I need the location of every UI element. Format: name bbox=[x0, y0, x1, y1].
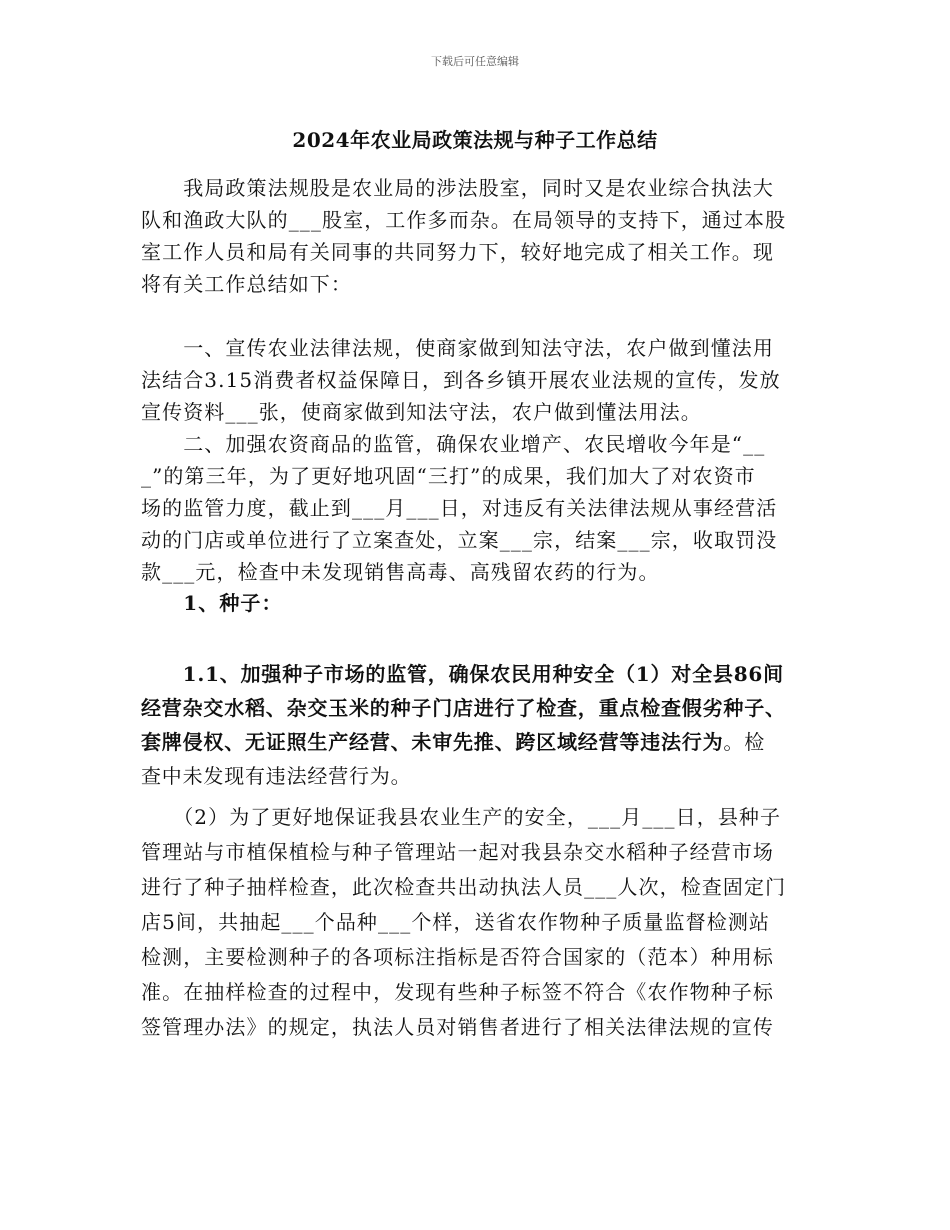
paragraph-seeds-2: （2）为了更好地保证我县农业生产的安全，___月___日，县种子 管理站与市植保植检与种子管理站一起对我县杂交水稻种子经营市场 进行了种子抽样检查，此次检查共出动执法人员___人次，检查固定门 店5间，共抽起___个品种___个样，送省农作物种子质量监督检测站 检测，主要检测种子的各项标注指标是否符合国家的（范本）种用标 准。在抽样检查的过程中，发现有些种子标签不符合《农作物种子标 签管理办法》的规定，执法人员对销售者进行了相关法律法规的宣传 bbox=[141, 805, 787, 1039]
seeds-1-1-bold-text: 1.1、加强种子市场的监管，确保农民用种安全（1）对全县86间 经营杂交水稻、杂交玉米的种子门店进行了检查，重点检查假劣种子、 套牌侵权、无证照生产经营、未审先推、跨区域经营等违法行为 bbox=[141, 662, 786, 754]
paragraph-section-2: 二、加强农资商品的监管，确保农业增产、农民增收今年是“__ _”的第三年，为了更好地巩固“三打”的成果，我们加大了对农资市 场的监管力度，截止到___月___日，对违反有关法律法规从事经营活 动的门店或单位进行了立案查处，立案___宗，结案___宗，收取罚没 款___元，检查中未发现销售高毒、高残留农药的行为。 bbox=[141, 432, 778, 584]
paragraph-section-1: 一、宣传农业法律法规，使商家做到知法守法，农户做到懂法用 法结合3.15消费者权益保障日，到各乡镇开展农业法规的宣传，发放 宣传资料___张，使商家做到知法守法，农户做到懂法用法。 bbox=[141, 336, 781, 424]
header-note: 下载后可任意编辑 bbox=[431, 55, 519, 68]
seeds-1-1-rest-text: 。检 查中未发现有违法经营行为。 bbox=[141, 730, 766, 788]
paragraph-intro: 我局政策法规股是农业局的涉法股室，同时又是农业综合执法大 队和渔政大队的___股室，工作多而杂。在局领导的支持下，通过本股 室工作人员和局有关同事的共同努力下，较好地完成了相关工作。现 将有关工作总结如下： bbox=[141, 176, 787, 296]
heading-seeds: 1、种子： bbox=[141, 591, 283, 615]
document-title: 2024年农业局政策法规与种子工作总结 bbox=[292, 128, 658, 152]
paragraph-seeds-1-1 bbox=[141, 657, 813, 793]
